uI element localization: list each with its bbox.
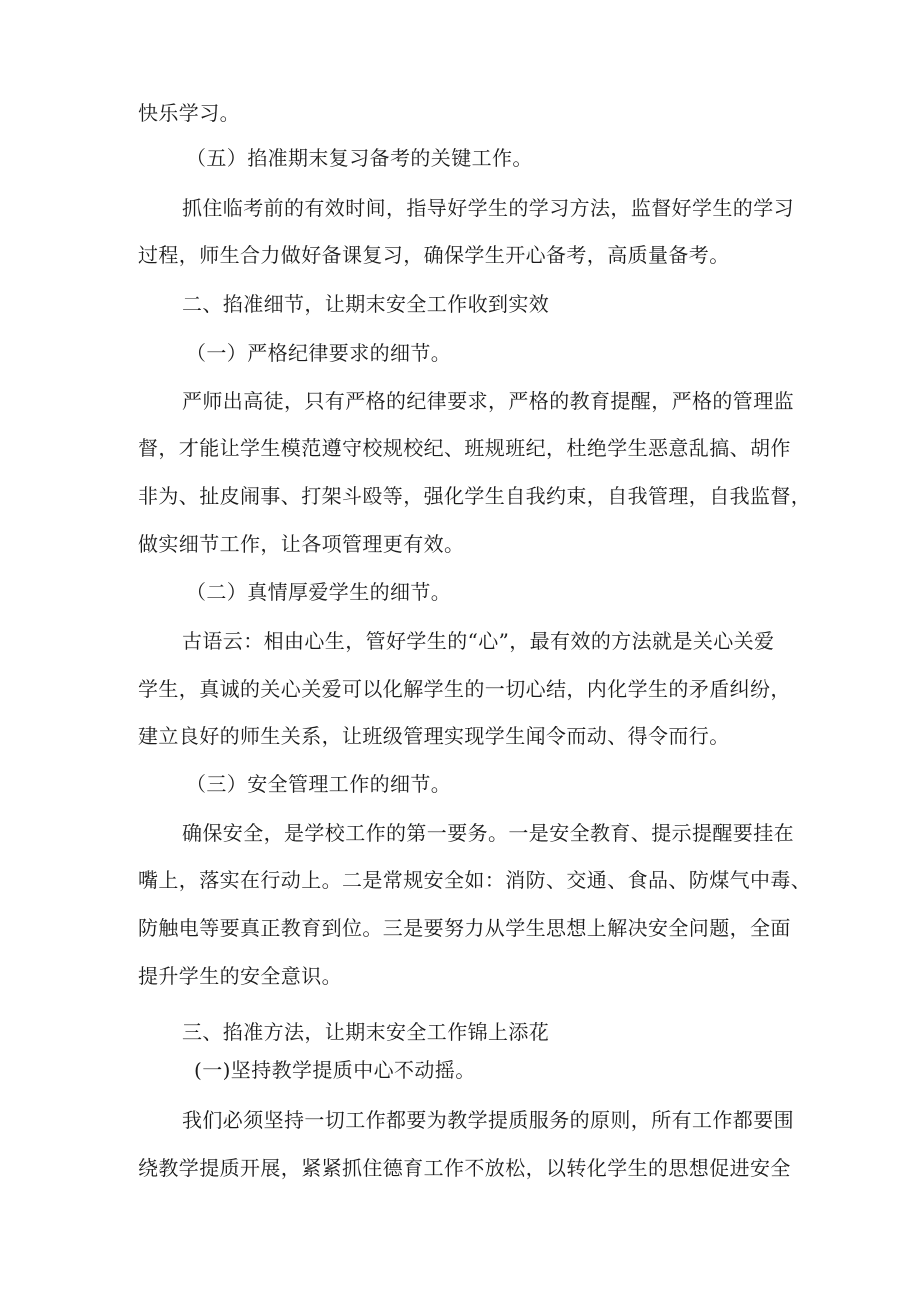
paragraph-line: 快乐学习。	[138, 101, 240, 125]
paragraph-line: 做实细节工作，让各项管理更有效。	[138, 532, 465, 556]
subheading: （一）严格纪律要求的细节。	[186, 341, 452, 365]
paragraph-line: 非为、扯皮闹事、打架斗殴等，强化学生自我约束，自我管理，自我监督，	[138, 484, 812, 508]
paragraph-line: 提升学生的安全意识。	[138, 964, 342, 988]
subheading: (一)坚持教学提质中心不动摇。	[194, 1058, 476, 1082]
paragraph-line: 绕教学提质开展，紧紧抓住德育工作不放松，以转化学生的思想促进安全	[138, 1156, 791, 1180]
paragraph-line: 嘴上，落实在行动上。二是常规安全如：消防、交通、食品、防煤气中毒、	[138, 868, 812, 892]
paragraph-line: 确保安全，是学校工作的第一要务。一是安全教育、提示提醒要挂在	[182, 821, 794, 845]
paragraph-line: 严师出高徒，只有严格的纪律要求，严格的教育提醒，严格的管理监	[182, 389, 794, 413]
section-heading: 三、掐准方法，让期末安全工作锦上添花	[182, 1020, 550, 1044]
paragraph-line: 防触电等要真正教育到位。三是要努力从学生思想上解决安全问题，全面	[138, 916, 791, 940]
paragraph-line: 古语云：相由心生，管好学生的“心”，最有效的方法就是关心关爱	[182, 629, 775, 653]
paragraph-line: 过程，师生合力做好备课复习，确保学生开心备考，高质量备考。	[138, 243, 730, 267]
paragraph-line: 建立良好的师生关系，让班级管理实现学生闻令而动、得令而行。	[138, 724, 730, 748]
paragraph-line: 督，才能让学生模范遵守校规校纪、班规班纪，杜绝学生恶意乱搞、胡作	[138, 436, 791, 460]
paragraph-line: 抓住临考前的有效时间，指导好学生的学习方法，监督好学生的学习	[182, 196, 794, 220]
subheading: （二）真情厚爱学生的细节。	[186, 580, 452, 604]
subheading: （三）安全管理工作的细节。	[186, 772, 452, 796]
paragraph-line: 学生，真诚的关心关爱可以化解学生的一切心结，内化学生的矛盾纠纷，	[138, 677, 791, 701]
section-heading: 二、掐准细节，让期末安全工作收到实效	[182, 292, 550, 316]
subheading: （五）掐准期末复习备考的关键工作。	[186, 146, 533, 170]
paragraph-line: 我们必须坚持一切工作都要为教学提质服务的原则，所有工作都要围	[182, 1108, 794, 1132]
